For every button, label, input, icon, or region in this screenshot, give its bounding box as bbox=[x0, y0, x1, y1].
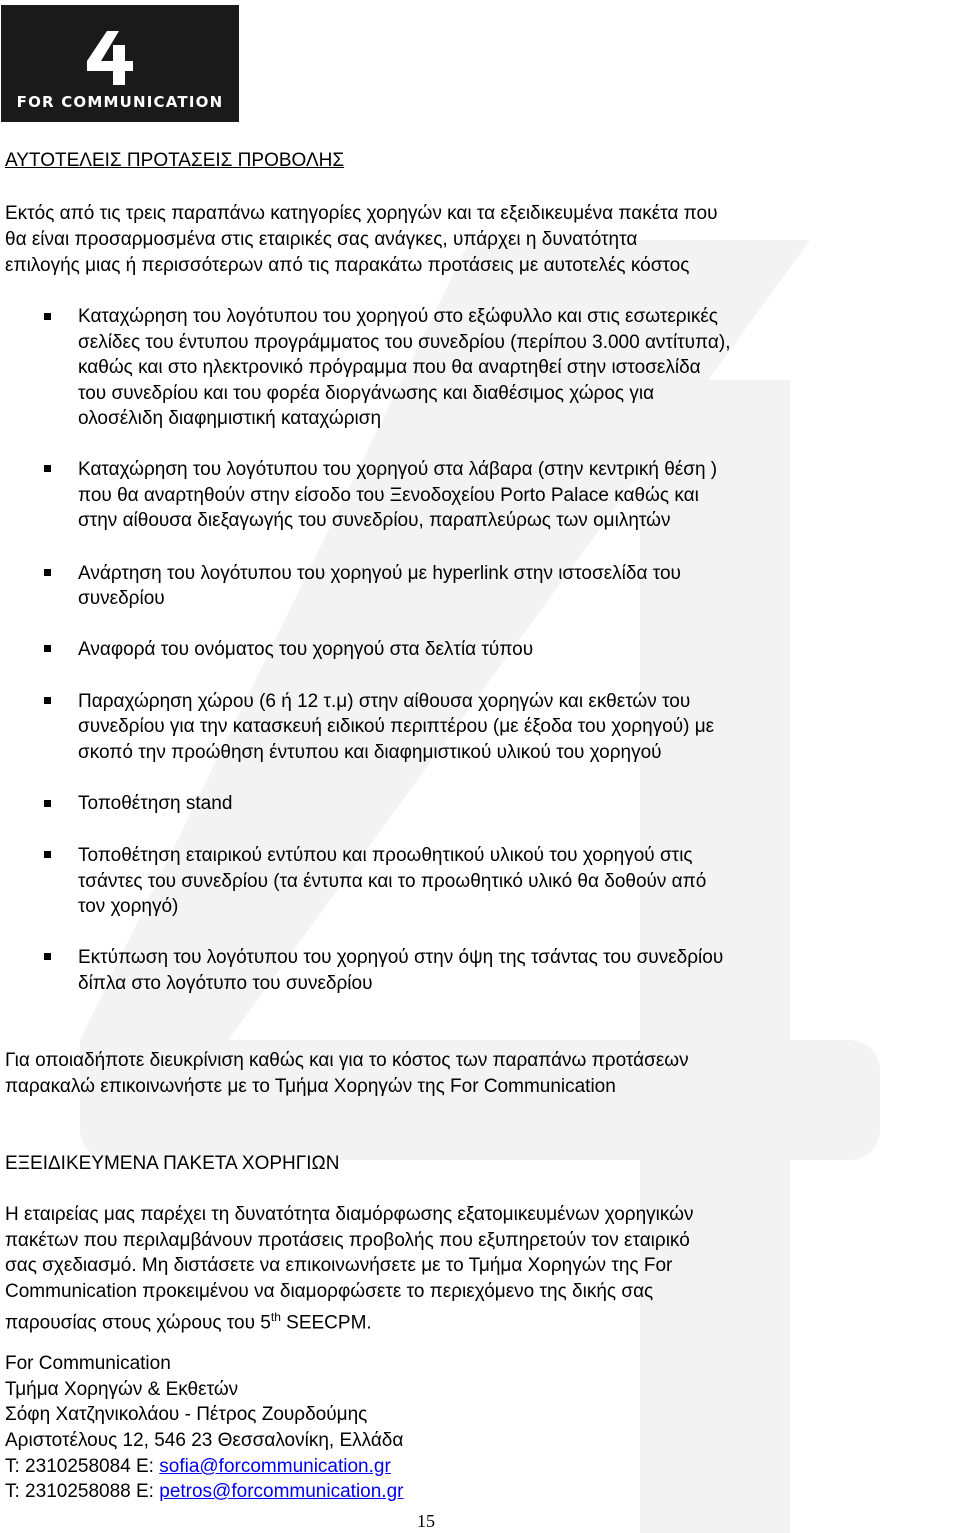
bullet-marker bbox=[44, 465, 51, 472]
packages-line: Η εταιρείας μας παρέχει τη δυνατότητα διαμόρφωσης εξατομικευμένων χορηγικών bbox=[5, 1204, 694, 1225]
contact-department: Τμήμα Χορηγών & Εκθετών bbox=[5, 1379, 239, 1400]
list-item-line: Παραχώρηση χώρου (6 ή 12 τ.μ) στην αίθουσα χορηγών και εκθετών του bbox=[78, 691, 691, 712]
list-item-line: συνεδρίου για την κατασκευή ειδικού περιπτέρου (με έξοδα του χορηγού) με bbox=[78, 716, 715, 737]
bullet-marker bbox=[44, 645, 51, 652]
list-item-line: τσάντες του συνεδρίου (τα έντυπα και το προωθητικό υλικό θα δοθούν από bbox=[78, 871, 707, 892]
list-item-line: δίπλα στο λογότυπο του συνεδρίου bbox=[78, 973, 373, 994]
packages-line: Communication προκειμένου να διαμορφώσετε το περιεχόμενο της δικής σας bbox=[5, 1281, 654, 1302]
contact-address: Αριστοτέλους 12, 546 23 Θεσσαλονίκη, Ελλάδα bbox=[5, 1430, 404, 1451]
list-item-line: Αναφορά του ονόματος του χορηγού στα δελτία τύπου bbox=[78, 639, 534, 660]
for-communication-logo bbox=[1, 5, 239, 122]
bullet-marker bbox=[44, 697, 51, 704]
bullet-marker bbox=[44, 313, 51, 320]
contact-company: For Communication bbox=[5, 1353, 171, 1374]
ordinal-superscript: th bbox=[270, 1310, 281, 1324]
list-item-line: Καταχώρηση του λογότυπου του χορηγού στα λάβαρα (στην κεντρική θέση ) bbox=[78, 459, 718, 480]
list-item-line: σελίδες του έντυπου προγράμματος του συνεδρίου (περίπου 3.000 αντίτυπα), bbox=[78, 332, 731, 353]
intro-line: Εκτός από τις τρεις παραπάνω κατηγορίες χορηγών και τα εξειδικευμένα πακέτα που bbox=[5, 203, 718, 224]
bullet-marker bbox=[44, 569, 51, 576]
list-item-line: Τοποθέτηση stand bbox=[78, 793, 233, 814]
list-item-line: Ανάρτηση του λογότυπου του χορηγού με hyperlink στην ιστοσελίδα του bbox=[78, 563, 681, 584]
logo-wordmark: FOR COMMUNICATION bbox=[16, 93, 224, 111]
closing-line: παρακαλώ επικοινωνήστε με το Τμήμα Χορηγών της For Communication bbox=[5, 1076, 616, 1097]
list-item-line: συνεδρίου bbox=[78, 588, 165, 609]
list-item-line: που θα αναρτηθούν στην είσοδο του Ξενοδοχείου Porto Palace καθώς και bbox=[78, 485, 699, 506]
packages-line-text: SEECPM. bbox=[280, 1312, 372, 1334]
list-item-line: Καταχώρηση του λογότυπου του χορηγού στο εξώφυλλο και στις εσωτερικές bbox=[78, 306, 718, 327]
section-heading-standalone: ΑΥΤΟΤΕΛΕΙΣ ΠΡΟΤΑΣΕΙΣ ΠΡΟΒΟΛΗΣ bbox=[5, 150, 345, 171]
list-item-line: του συνεδρίου και του φορέα διοργάνωσης και διαθέσιμος χώρος για bbox=[78, 383, 655, 404]
packages-line: σας σχεδιασμό. Μη διστάσετε να επικοινωνήσετε με το Τμήμα Χορηγών της For bbox=[5, 1255, 673, 1276]
bullet-marker bbox=[44, 953, 51, 960]
list-item-line: καθώς και στο ηλεκτρονικό πρόγραμμα που θα αναρτηθεί στην ιστοσελίδα bbox=[78, 357, 701, 378]
contact-phone: T: 2310258088 E: bbox=[5, 1481, 160, 1502]
contact-line-petros bbox=[5, 1479, 403, 1505]
list-item-line: στην αίθουσα διεξαγωγής του συνεδρίου, παραπλεύρως των ομιλητών bbox=[78, 510, 671, 531]
email-link-petros[interactable]: petros@forcommunication.gr bbox=[159, 1481, 404, 1502]
list-item-line: τον χορηγό) bbox=[78, 896, 179, 917]
closing-line: Για οποιαδήποτε διευκρίνιση καθώς και για το κόστος των παραπάνω προτάσεων bbox=[5, 1050, 689, 1071]
intro-line: θα είναι προσαρμοσμένα στις εταιρικές σας ανάγκες, υπάρχει η δυνατότητα bbox=[5, 229, 638, 250]
email-link-sofia[interactable]: sofia@forcommunication.gr bbox=[159, 1456, 391, 1477]
packages-line: πακέτων που περιλαμβάνουν προτάσεις προβολής που εξυπηρετούν τον εταιρικό bbox=[5, 1230, 690, 1251]
contact-line-sofia bbox=[5, 1454, 391, 1480]
list-item-line: Τοποθέτηση εταιρικού εντύπου και προωθητικού υλικού του χορηγού στις bbox=[78, 845, 693, 866]
contact-people: Σόφη Χατζηνικολάου - Πέτρος Ζουρδούμης bbox=[5, 1404, 368, 1425]
list-item-line: ολοσέλιδη διαφημιστική καταχώριση bbox=[78, 408, 382, 429]
packages-line-last bbox=[5, 1304, 372, 1336]
packages-line-text: παρουσίας στους χώρους του 5 bbox=[5, 1312, 271, 1334]
page-number: 15 bbox=[417, 1511, 435, 1531]
list-item-line: σκοπό την προώθηση έντυπου και διαφημιστικού υλικού του χορηγού bbox=[78, 742, 662, 763]
contact-phone: T: 2310258084 E: bbox=[5, 1456, 160, 1477]
section-heading-packages: ΕΞΕΙΔΙΚΕΥΜΕΝΑ ΠΑΚΕΤΑ ΧΟΡΗΓΙΩΝ bbox=[5, 1153, 340, 1174]
intro-line: επιλογής μιας ή περισσότερων από τις παρακάτω προτάσεις με αυτοτελές κόστος bbox=[5, 255, 690, 276]
bullet-marker bbox=[44, 851, 51, 858]
bullet-marker bbox=[44, 800, 51, 807]
list-item-line: Εκτύπωση του λογότυπου του χορηγού στην όψη της τσάντας του συνεδρίου bbox=[78, 947, 724, 968]
